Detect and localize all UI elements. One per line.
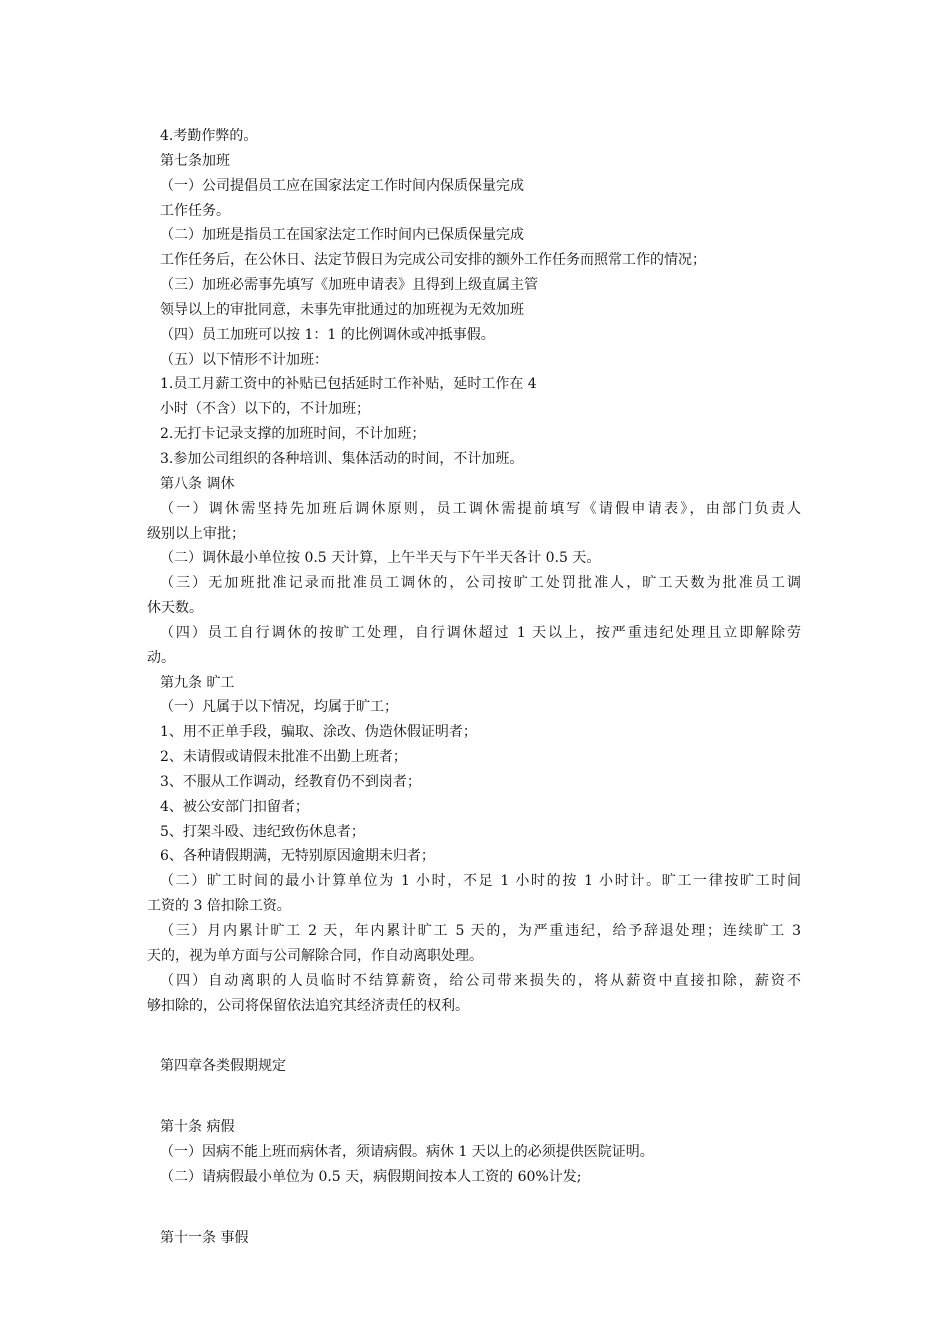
text-line: （四）员工加班可以按 1：1 的比例调休或冲抵事假。: [160, 326, 495, 343]
article-heading: 第八条 调休: [160, 475, 235, 492]
list-item: 3、不服从工作调动，经教育仍不到岗者；: [160, 773, 421, 790]
paragraph-gap: [0, 1190, 950, 1226]
chapter-heading: 第四章各类假期规定: [160, 1058, 286, 1075]
list-item: 6、各种请假期满，无特别原因逾期未归者；: [160, 848, 435, 865]
text-line: 3.参加公司组织的各种培训、集体活动的时间，不计加班。: [160, 450, 524, 467]
text-line: 休天数。: [147, 600, 203, 617]
list-item: 1、用不正单手段，骗取、涂改、伪造休假证明者；: [160, 724, 477, 741]
text-line: （一）公司提倡员工应在国家法定工作时间内保质保量完成: [160, 177, 524, 194]
text-line: （四）员工自行调休的按旷工处理，自行调休超过 1 天以上，按严重违纪处理且立即解除劳: [160, 624, 801, 641]
text-line: 够扣除的，公司将保留依法追究其经济责任的权利。: [147, 997, 469, 1014]
text-line: （一）调休需坚持先加班后调休原则，员工调休需提前填写《请假申请表》，由部门负责人: [160, 500, 801, 517]
text-line: （三）加班必需事先填写《加班申请表》且得到上级直属主管: [160, 277, 538, 294]
text-line: 2.无打卡记录支撑的加班时间，不计加班；: [160, 426, 426, 443]
text-line: （二）旷工时间的最小计算单位为 1 小时，不足 1 小时的按 1 小时计。旷工一律按旷工时间: [160, 873, 801, 890]
text-line: 工资的 3 倍扣除工资。: [147, 898, 291, 915]
article-heading: 第九条 旷工: [160, 674, 235, 691]
text-line: （二）调休最小单位按 0.5 天计算，上午半天与下午半天各计 0.5 天。: [160, 550, 601, 567]
text-line: 1.员工月薪工资中的补贴已包括延时工作补贴，延时工作在 4: [160, 376, 537, 393]
text-line: 4.考勤作弊的。: [160, 128, 258, 144]
paragraph-gap: [0, 1079, 950, 1115]
text-line: 领导以上的审批同意，未事先审批通过的加班视为无效加班: [160, 301, 524, 318]
text-line: 动。: [147, 649, 175, 666]
list-item: 5、打架斗殴、违纪致伤休息者；: [160, 823, 365, 840]
text-line: （一）因病不能上班而病休者，须请病假。病休 1 天以上的必须提供医院证明。: [160, 1144, 654, 1161]
list-item: 2、未请假或请假未批准不出勤上班者；: [160, 749, 407, 766]
text-line: （五）以下情形不计加班：: [160, 351, 328, 368]
text-line: （一）凡属于以下情况，均属于旷工；: [160, 699, 398, 716]
text-line: 工作任务后，在公休日、法定节假日为完成公司安排的额外工作任务而照常工作的情况；: [160, 252, 706, 269]
text-line: （四）自动离职的人员临时不结算薪资，给公司带来损失的，将从薪资中直接扣除，薪资不: [160, 972, 801, 989]
text-line: （二）加班是指员工在国家法定工作时间内已保质保量完成: [160, 227, 524, 244]
text-line: （三）无加班批准记录而批准员工调休的，公司按旷工处罚批准人，旷工天数为批准员工调: [160, 575, 801, 592]
article-heading: 第十一条 事假: [160, 1229, 249, 1246]
text-line: （二）请病假最小单位为 0.5 天，病假期间按本人工资的 60%计发;: [160, 1168, 582, 1185]
article-heading: 第七条加班: [160, 152, 230, 169]
text-line: （三）月内累计旷工 2 天，年内累计旷工 5 天的，为严重违纪，给予辞退处理；连续旷工 3: [160, 923, 801, 939]
text-line: 级别以上审批；: [147, 525, 245, 542]
list-item: 4、被公安部门扣留者；: [160, 798, 309, 815]
text-line: 小时（不含）以下的，不计加班；: [160, 401, 370, 418]
document-body: [0, 124, 950, 1251]
text-line: 工作任务。: [160, 202, 230, 219]
article-heading: 第十条 病假: [160, 1119, 235, 1136]
paragraph-gap: [0, 1018, 950, 1054]
text-line: 天的，视为单方面与公司解除合同，作自动离职处理。: [147, 947, 483, 964]
